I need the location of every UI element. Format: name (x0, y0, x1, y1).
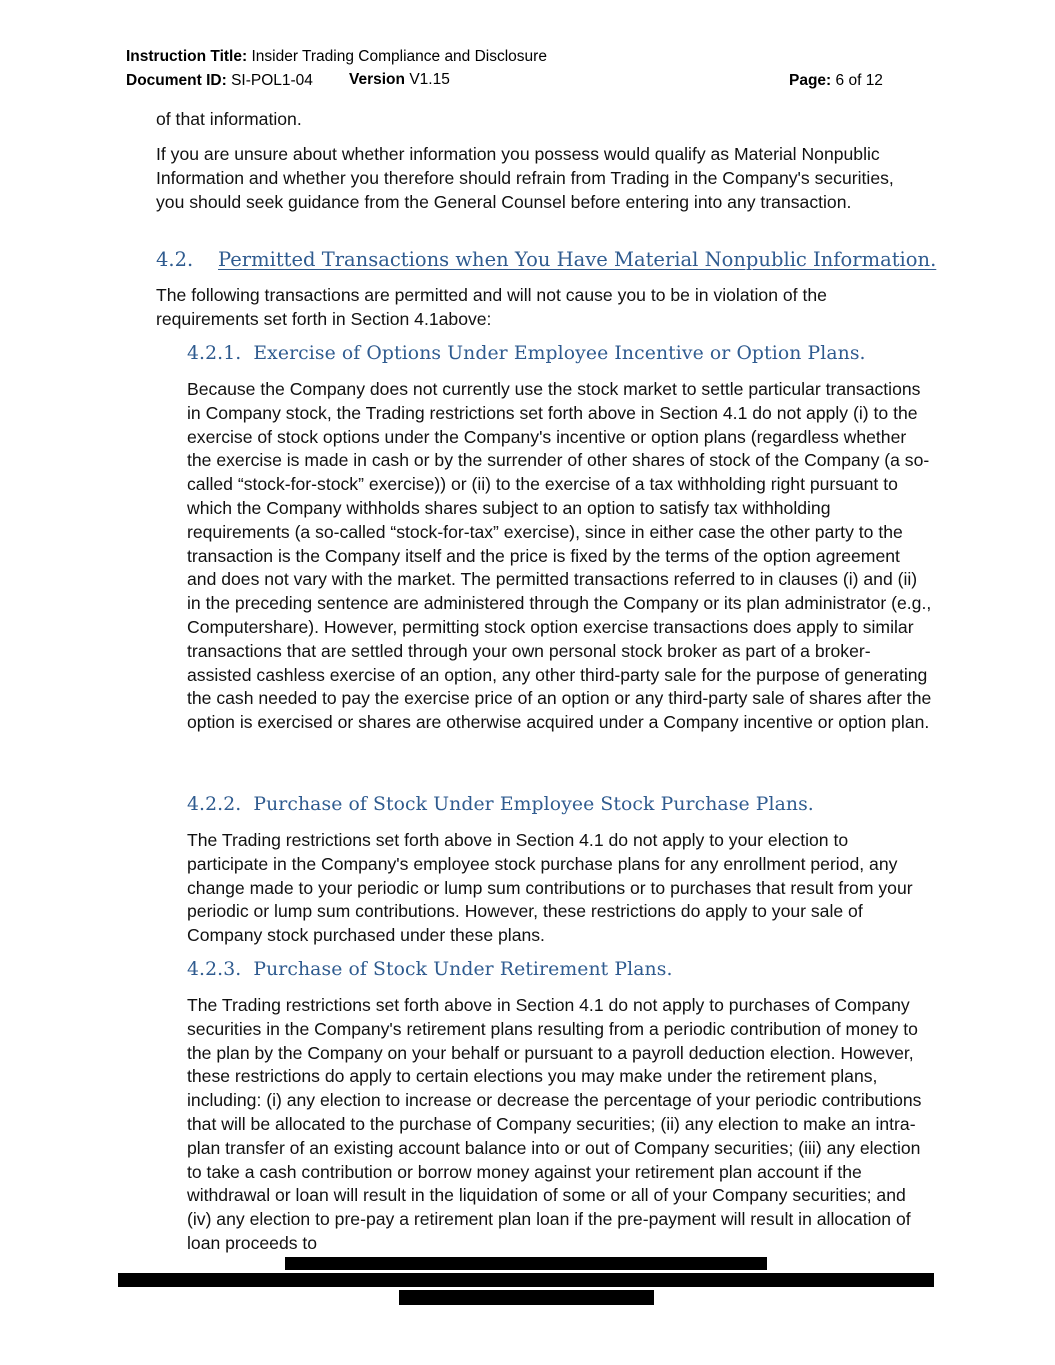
page-value: 6 of 12 (835, 72, 883, 89)
section-4-2-3-heading (187, 959, 673, 980)
section-4-2-2-text: The Trading restrictions set forth above in Section 4.1 do not apply to your election to participate in the Company's employee stock purchase plans for any enrollment period, any change made to your periodic or lump sum contributions or to purchases that result from your periodic or lump sum contributions. However, these restrictions do apply to your sale of Company stock purchased under these plans. (187, 830, 913, 946)
section-4-2-1-title: Exercise of Options Under Employee Incentive or Option Plans. (253, 343, 866, 364)
document-id-label: Document ID: (126, 72, 227, 89)
section-4-2-2-title: Purchase of Stock Under Employee Stock Purchase Plans. (253, 794, 814, 815)
version-value: V1.15 (409, 71, 450, 88)
header-instruction-title (126, 48, 547, 66)
redaction-bar-wide (118, 1273, 934, 1287)
section-4-2-3-number: 4.2.3. (187, 959, 242, 980)
paragraph-continuation: of that information. (156, 109, 302, 129)
section-4-2-3-title: Purchase of Stock Under Retirement Plans. (253, 959, 673, 980)
section-4-2-2-heading (187, 794, 814, 815)
section-4-2-heading (156, 248, 936, 271)
header-version (349, 71, 450, 89)
paragraph-permitted-intro: The following transactions are permitted and will not cause you to be in violation of the requirements set forth in Section 4.1above: (156, 285, 827, 329)
header-page (789, 72, 883, 90)
section-4-2-1-number: 4.2.1. (187, 343, 242, 364)
redaction-bar-top (285, 1257, 767, 1270)
page-label: Page: (789, 72, 832, 89)
instruction-title-label: Instruction Title: (126, 48, 248, 65)
redaction-bar-bottom (399, 1290, 654, 1305)
section-4-2-number: 4.2. (156, 248, 194, 271)
section-4-2-2-number: 4.2.2. (187, 794, 242, 815)
section-4-2-1-heading (187, 343, 866, 364)
section-4-2-title: Permitted Transactions when You Have Material Nonpublic Information. (218, 248, 937, 271)
version-label: Version (349, 71, 405, 88)
document-id-value: SI-POL1-04 (231, 72, 313, 89)
section-4-2-3-text: The Trading restrictions set forth above in Section 4.1 do not apply to purchases of Company securities in the Company's retirement plans resulting from a periodic contribution of money to the plan by the Company on your behalf or pursuant to a payroll deduction election. However, these restrictions do apply to certain elections you may make under the retirement plans, including: (i) any election to increase or decrease the percentage of your periodic contributions that will be allocated to the purchase of Company securities; (ii) any election to make an intra-plan transfer of an existing account balance into or out of Company securities; (iii) any election to take a cash contribution or borrow money against your retirement plan account if the withdrawal or loan will result in the liquidation of some or all of your Company securities; and (iv) any election to pre-pay a retirement plan loan if the pre-payment will result in allocation of loan proceeds to (187, 995, 922, 1253)
instruction-title-value: Insider Trading Compliance and Disclosure (251, 48, 547, 65)
paragraph-unsure-guidance: If you are unsure about whether information you possess would qualify as Material Nonpublic Information and whether you therefore should refrain from Trading in the Company's securities, you should seek guidance from the General Counsel before entering into any transaction. (156, 144, 894, 212)
section-4-2-1-text: Because the Company does not currently use the stock market to settle particular transactions in Company stock, the Trading restrictions set forth above in Section 4.1 do not apply (i) to the exercise of stock options under the Company's incentive or option plans (regardless whether the exercise is made in cash or by the surrender of other shares of stock of the Company (a so-called “stock-for-stock” exercise)) or (ii) to the exercise of a tax withholding right pursuant to which the Company withholds shares subject to an option to satisfy tax withholding requirements (a so-called “stock-for-tax” exercise), since in either case the other party to the transaction is the Company itself and the price is fixed by the terms of the option agreement and does not vary with the market. The permitted transactions referred to in clauses (i) and (ii) in the preceding sentence are administered through the Company or its plan administrator (e.g., Computershare). However, permitting stock option exercise transactions does apply to similar transactions that are settled through your own personal stock broker as part of a broker-assisted cashless exercise of an option, any other third-party sale for the purpose of generating the cash needed to pay the exercise price of an option or any third-party sale of shares after the option is exercised or shares are otherwise acquired under a Company incentive or option plan. (187, 379, 932, 733)
header-document-id (126, 72, 313, 90)
